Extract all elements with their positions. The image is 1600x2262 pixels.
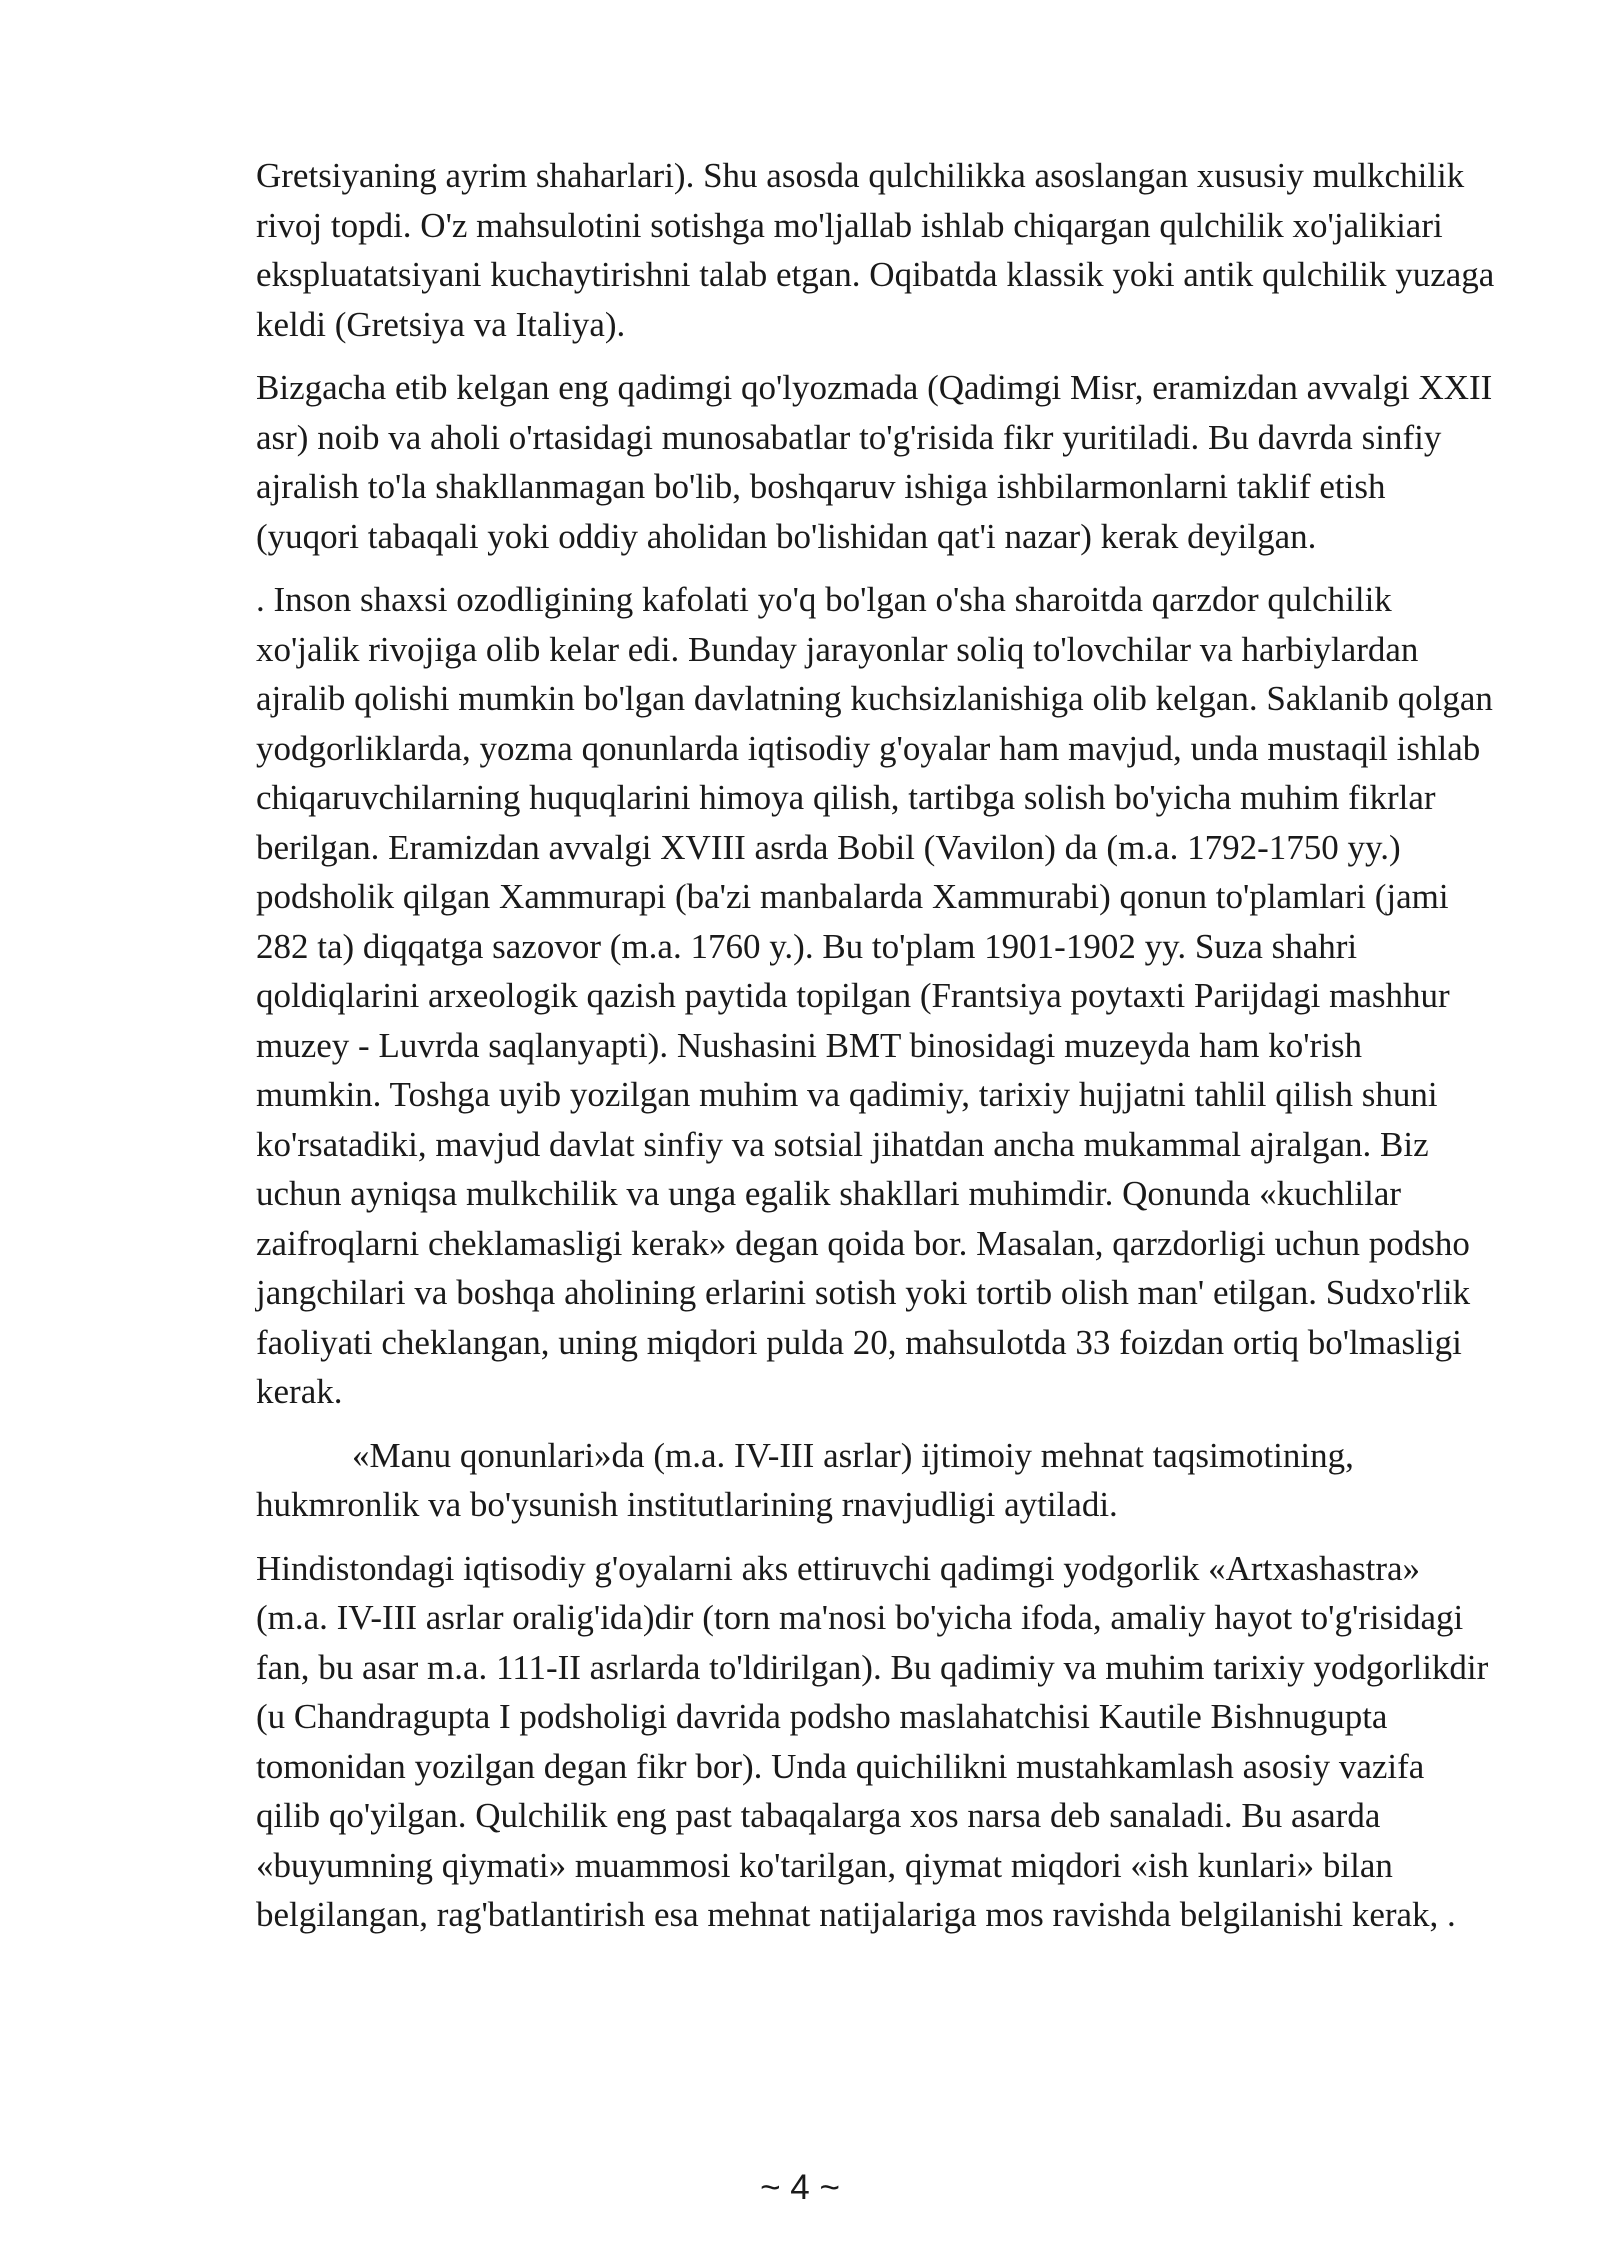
body-text <box>256 151 1496 1954</box>
paragraph-1: Gretsiyaning ayrim shaharlari). Shu asosda qulchilikka asoslangan xususiy mulkchilik rivoj topdi. O'z mahsulotini sotishga mo'ljallab ishlab chiqargan qulchilik xo'jalikiari ekspluatatsiyani kuchaytirishni talab etgan. Oqibatda klassik yoki antik qulchilik yuzaga keldi (Gretsiya va Italiya). <box>256 156 1495 344</box>
paragraph-5: Hindistondagi iqtisodiy g'oyalarni aks ettiruvchi qadimgi yodgorlik «Artxashastra» (m.a. IV-III asrlar oralig'ida)dir (torn ma'nosi bo'yicha ifoda, amaliy hayot to'g'risidagi fan, bu asar m.a. 111-II asrlarda to'ldirilgan). Bu qadimiy va muhim tarixiy yodgorlikdir (u Chandragupta I podsholigi davrida podsho maslahatchisi Kautile Bishnugupta tomonidan yozilgan degan fikr bor). Unda quichilikni mustahkamlash asosiy vazifa qilib qo'yilgan. Qulchilik eng past tabaqalarga xos narsa deb sanaladi. Bu asarda «buyumning qiymati» muammosi ko'tarilgan, qiymat miqdori «ish kunlari» bilan belgilangan, rag'batlantirish esa mehnat natijalariga mos ravishda belgilanishi kerak, . <box>256 1548 1489 1934</box>
page-number: ~ 4 ~ <box>760 2168 840 2207</box>
paragraph-4: «Manu qonunlari»da (m.a. IV-III asrlar) ijtimoiy mehnat taqsimotining, hukmronlik va bo'ysunish institutlarining rnavjudligi aytiladi. <box>256 1435 1354 1524</box>
paragraph-3: . Inson shaxsi ozodligining kafolati yo'q bo'lgan o'sha sharoitda qarzdor qulchilik xo'jalik rivojiga olib kelar edi. Bunday jarayonlar soliq to'lovchilar va harbiylardan ajralib qolishi mumkin bo'lgan davlatning kuchsizlanishiga olib kelgan. Saklanib qolgan yodgorliklarda, yozma qonunlarda iqtisodiy g'oyalar ham mavjud, unda mustaqil ishlab chiqaruvchilarning huquqlarini himoya qilish, tartibga solish bo'yicha muhim fikrlar berilgan. Eramizdan avvalgi XVIII asrda Bobil (Vavilon) da (m.a. 1792-1750 yy.) podsholik qilgan Xammurapi (ba'zi manbalarda Xammurabi) qonun to'plamlari (jami 282 ta) diqqatga sazovor (m.a. 1760 y.). Bu to'plam 1901-1902 yy. Suza shahri qoldiqlarini arxeologik qazish paytida topilgan (Frantsiya poytaxti Parijdagi mashhur muzey - Luvrda saqlanyapti). Nushasini BMT binosidagi muzeyda ham ko'rish mumkin. Toshga uyib yozilgan muhim va qadimiy, tarixiy hujjatni tahlil qilish shuni ko'rsatadiki, mavjud davlat sinfiy va sotsial jihatdan ancha mukammal ajralgan. Biz uchun ayniqsa mulkchilik va unga egalik shakllari muhimdir. Qonunda «kuchlilar zaifroqlarni cheklamasligi kerak» degan qoida bor. Masalan, qarzdorligi uchun podsho jangchilari va boshqa aholining erlarini sotish yoki tortib olish man' etilgan. Sudxo'rlik faoliyati cheklangan, uning miqdori pulda 20, mahsulotda 33 foizdan ortiq bo'lmasligi kerak. <box>256 580 1493 1411</box>
paragraph-2: Bizgacha etib kelgan eng qadimgi qo'lyozmada (Qadimgi Misr, eramizdan avvalgi XXII asr) noib va aholi o'rtasidagi munosabatlar to'g'risida fikr yuritiladi. Bu davrda sinfiy ajralish to'la shakllanmagan bo'lib, boshqaruv ishiga ishbilarmonlarni taklif etish (yuqori tabaqali yoki oddiy aholidan bo'lishidan qat'i nazar) kerak deyilgan. <box>256 368 1493 556</box>
